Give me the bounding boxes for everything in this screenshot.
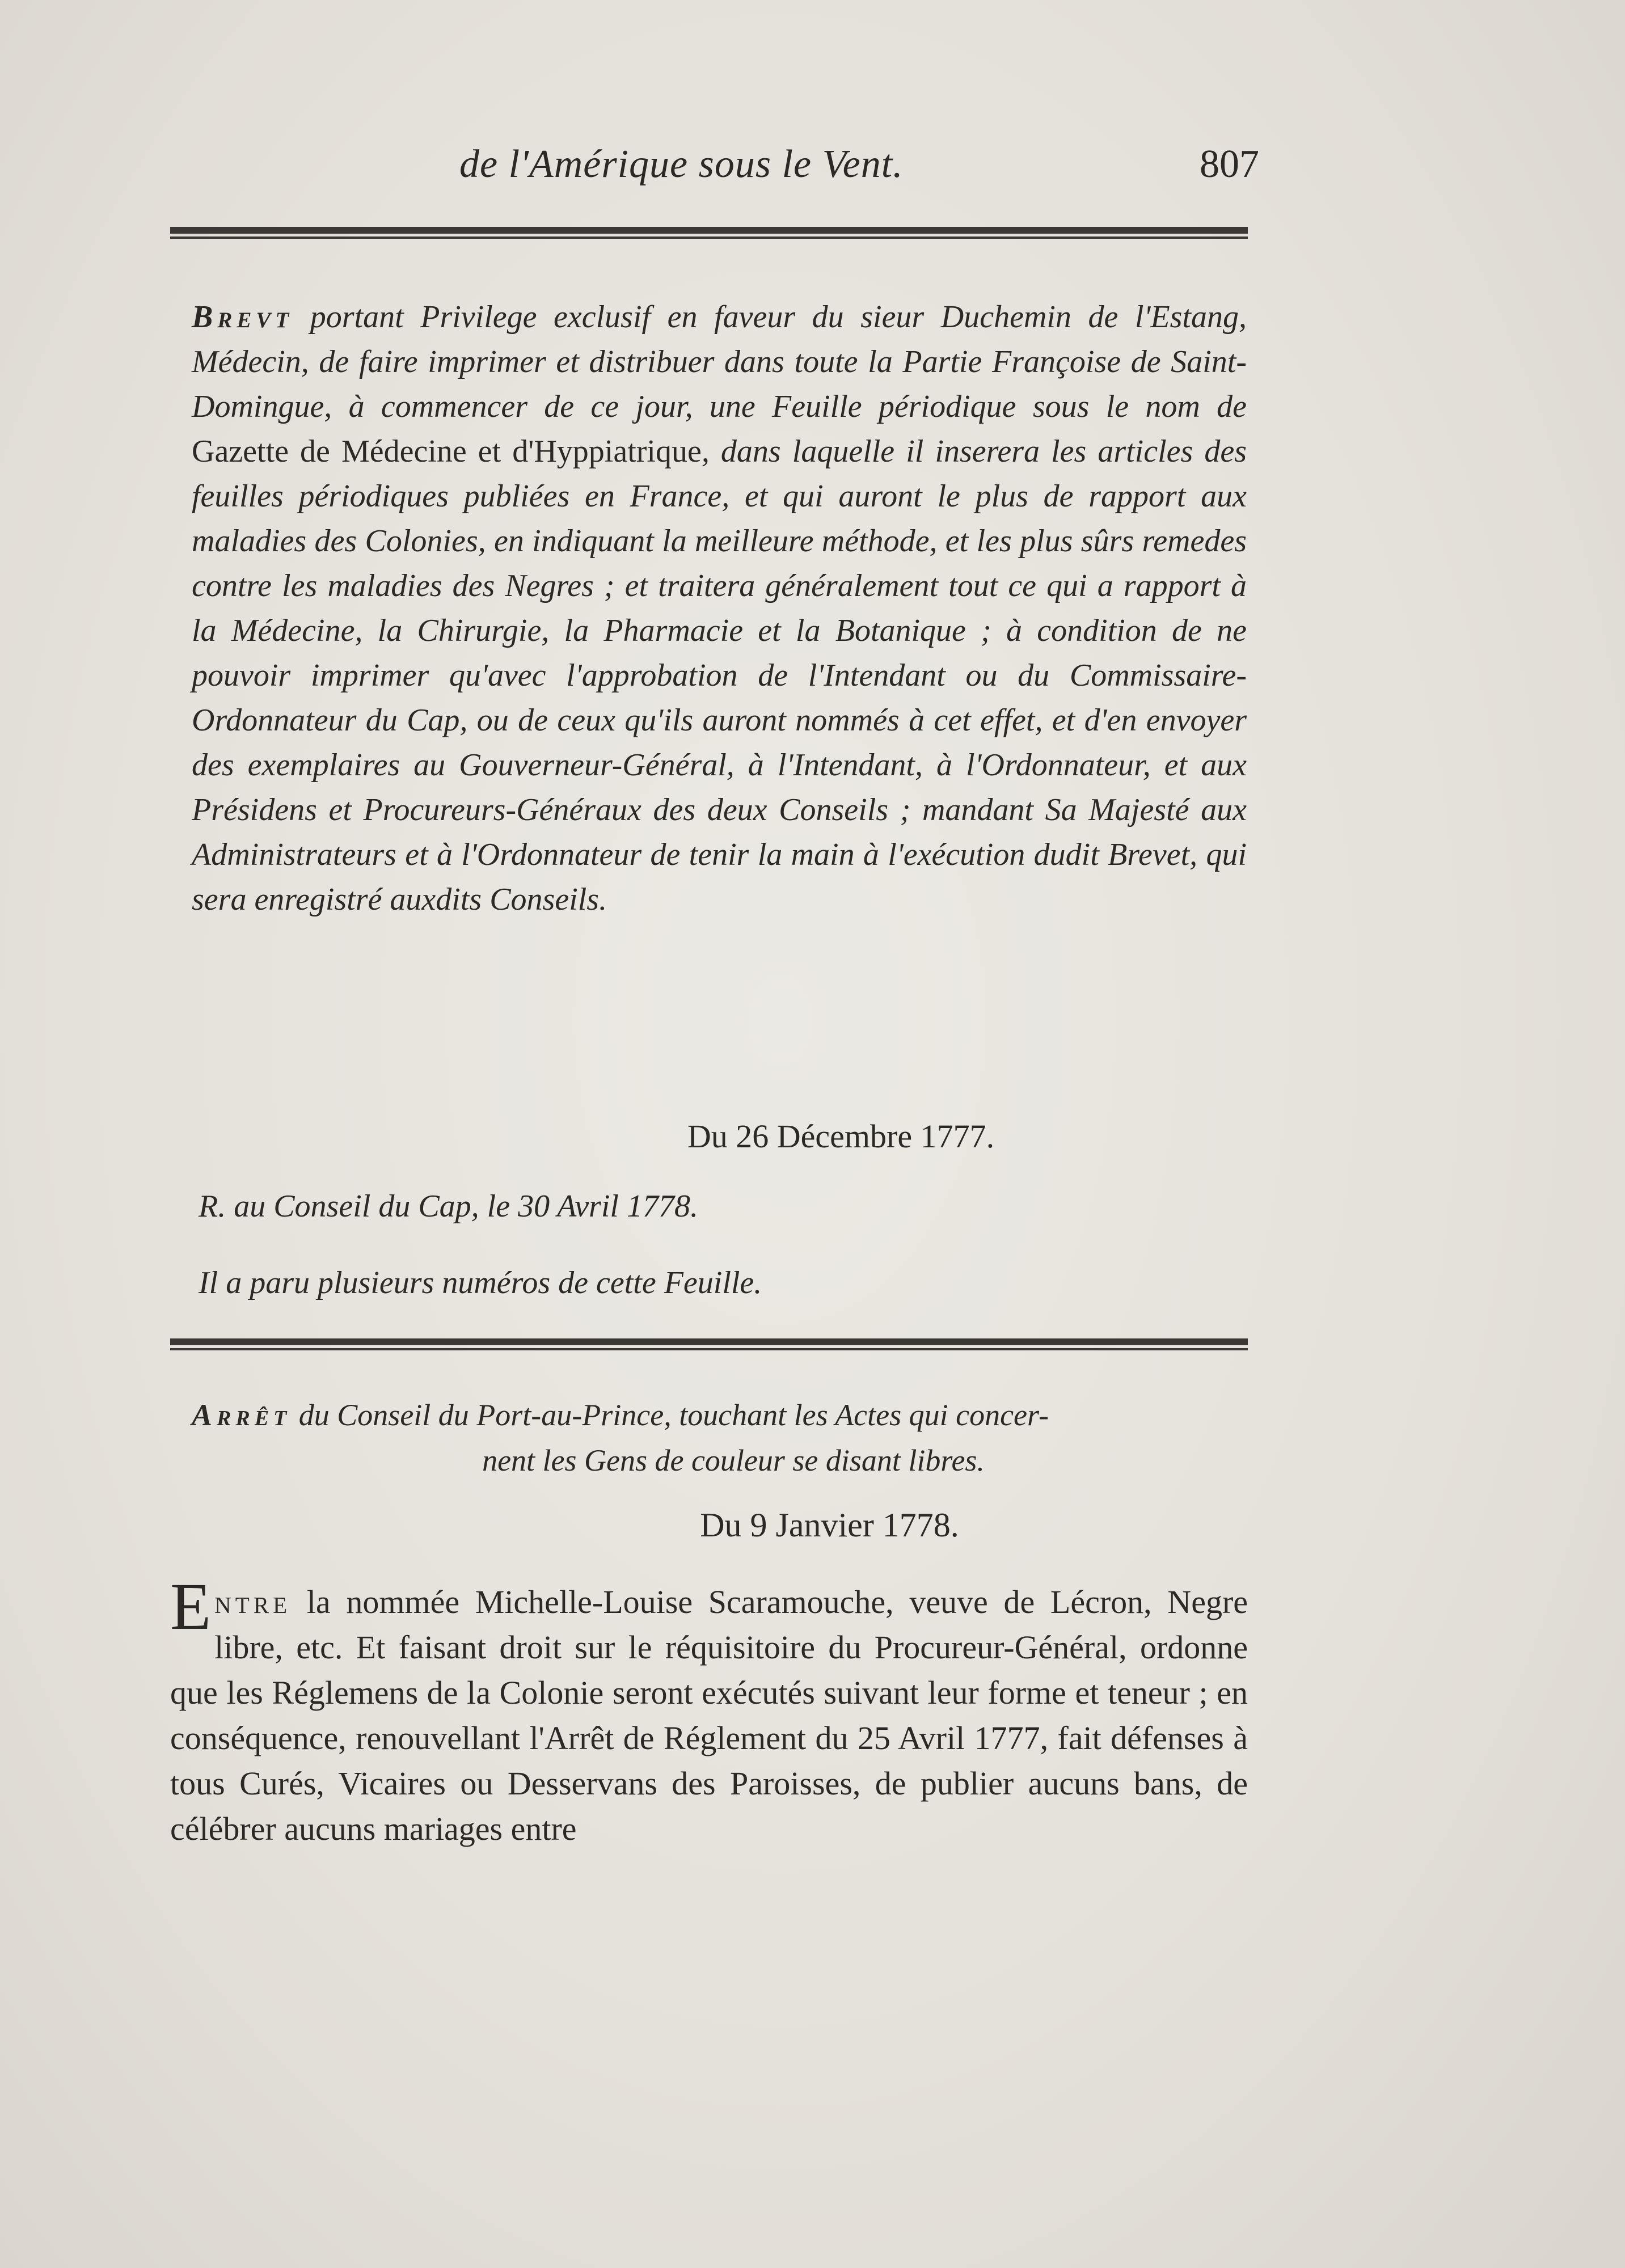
- page-header: [170, 142, 1259, 210]
- ornamental-rule-top: [170, 227, 1248, 239]
- page-number: 807: [1200, 142, 1259, 186]
- ornamental-rule-middle: [170, 1338, 1248, 1350]
- brevet-note: Il a paru plusieurs numéros de cette Feuille.: [199, 1265, 762, 1300]
- arret-lead-word: Arrêt: [192, 1398, 292, 1432]
- arret-body-lead: ntre: [214, 1583, 292, 1620]
- brevet-text-part1: portant Privilege exclusif en faveur du sieur Duchemin de l'Estang, Médecin, de faire imprimer et distribuer dans toute la Partie Françoise de Saint-Domingue, à commencer de ce jour, une Feuille périodique sous le nom de: [192, 299, 1247, 424]
- arret-body: [170, 1569, 1248, 1852]
- arret-title-line1: du Conseil du Port-au-Prince, touchant les Actes qui concer-: [291, 1398, 1049, 1432]
- brevet-text-part2: , dans laquelle il inserera les articles des feuilles périodiques publiées en France, et qui auront le plus de rapport aux maladies des Colonies, en indiquant la meilleure méthode, et les plus sûrs remedes contre les maladies des Negres ; et traitera généralement tout ce qui a rapport à la Médecine, la Chirurgie, la Pharmacie et la Botanique ; à condition de ne pouvoir imprimer qu'avec l'approbation de l'Intendant ou du Commissaire-Ordonnateur du Cap, ou de ceux qu'ils auront nommés à cet effet, et d'en envoyer des exemplaires au Gouverneur-Général, à l'Intendant, à l'Ordonnateur, et aux Présidens et Procureurs-Généraux des deux Conseils ; mandant Sa Majesté aux Administrateurs et à l'Ordonnateur de tenir la main à l'exécution dudit Brevet, qui sera enregistré auxdits Conseils.: [192, 434, 1247, 917]
- arret-title-line2: nent les Gens de couleur se disant libres.: [482, 1443, 985, 1477]
- arret-heading: [192, 1392, 1252, 1483]
- brevet-date: Du 26 Décembre 1777.: [687, 1118, 995, 1155]
- drop-cap: E: [170, 1569, 212, 1644]
- gazette-title: Gazette de Médecine et d'Hyppiatrique: [192, 434, 702, 469]
- brevet-paragraph: [192, 295, 1247, 922]
- arret-body-text: la nommée Michelle-Louise Scaramouche, veuve de Lécron, Negre libre, etc. Et faisant droit sur le réquisitoire du Procureur-Général, ordonne que les Réglemens de la Colonie seront exécutés suivant leur forme et teneur ; en conséquence, renouvellant l'Arrêt de Réglement du 25 Avril 1777, fait défenses à tous Curés, Vicaires ou Desservans des Paroisses, de publier aucuns bans, de célébrer aucuns mariages entre: [170, 1583, 1248, 1847]
- brevet-lead-word: Brevt: [192, 299, 294, 335]
- running-title: de l'Amérique sous le Vent.: [459, 142, 904, 186]
- arret-date: Du 9 Janvier 1778.: [700, 1506, 959, 1544]
- brevet-registration: R. au Conseil du Cap, le 30 Avril 1778.: [199, 1189, 698, 1224]
